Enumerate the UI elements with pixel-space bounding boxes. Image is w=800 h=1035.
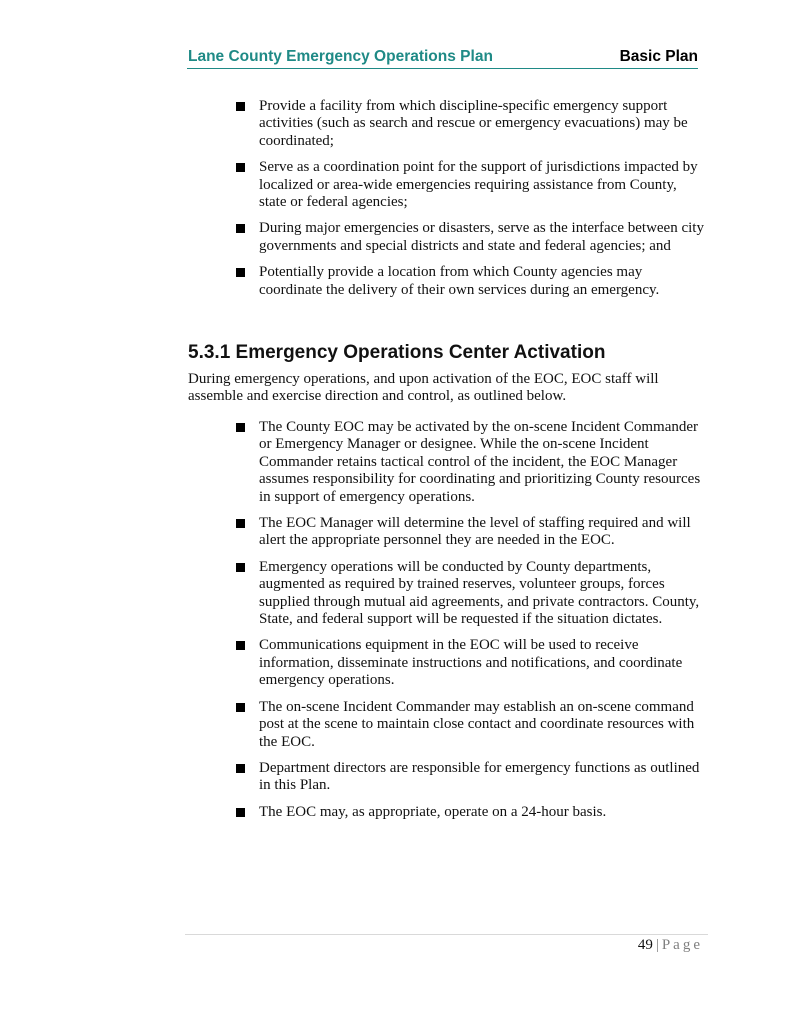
square-bullet-icon bbox=[236, 163, 245, 172]
activation-steps-list bbox=[235, 419, 705, 830]
list-item: The on-scene Incident Commander may establish an on-scene command post at the scene to maintain close contact and coordinate resources with the EOC. bbox=[235, 699, 705, 751]
square-bullet-icon bbox=[236, 764, 245, 773]
square-bullet-icon bbox=[236, 808, 245, 817]
list-item: Emergency operations will be conducted by County departments, augmented as required by trained reserves, volunteer groups, forces supplied through mutual aid agreements, and private contractors. County, State, and federal support will be requested if the situation dictates. bbox=[235, 559, 705, 629]
square-bullet-icon bbox=[236, 519, 245, 528]
page-number: 49 bbox=[637, 937, 653, 953]
list-item: The EOC may, as appropriate, operate on a 24-hour basis. bbox=[235, 804, 705, 821]
section-label: Basic Plan bbox=[619, 48, 698, 65]
list-item: Department directors are responsible for emergency functions as outlined in this Plan. bbox=[235, 760, 705, 795]
square-bullet-icon bbox=[236, 224, 245, 233]
page-footer bbox=[638, 937, 703, 954]
section-heading: 5.3.1 Emergency Operations Center Activation bbox=[188, 342, 606, 363]
square-bullet-icon bbox=[236, 563, 245, 572]
list-item: Potentially provide a location from which County agencies may coordinate the delivery of their own services during an emergency. bbox=[235, 264, 705, 299]
square-bullet-icon bbox=[236, 641, 245, 650]
page-header bbox=[187, 47, 698, 69]
square-bullet-icon bbox=[236, 423, 245, 432]
list-item: Communications equipment in the EOC will be used to receive information, disseminate instructions and notifications, and coordinate emergency operations. bbox=[235, 637, 705, 689]
square-bullet-icon bbox=[236, 268, 245, 277]
list-item: The County EOC may be activated by the on-scene Incident Commander or Emergency Manager or designee. While the on-scene Incident Commander retains tactical control of the incident, the EOC Manager assumes responsibility for coordinating and prioritizing County resources in support of emergency operations. bbox=[235, 419, 705, 506]
square-bullet-icon bbox=[236, 102, 245, 111]
eoc-functions-list bbox=[235, 98, 705, 308]
footer-divider bbox=[185, 934, 708, 935]
list-item: Serve as a coordination point for the support of jurisdictions impacted by localized or area-wide emergencies requiring assistance from County, state or federal agencies; bbox=[235, 159, 705, 211]
list-item: Provide a facility from which discipline-specific emergency support activities (such as search and rescue or emergency evacuations) may be coordinated; bbox=[235, 98, 705, 150]
page-label: Page bbox=[661, 937, 703, 953]
footer-separator: | bbox=[655, 937, 659, 953]
document-title: Lane County Emergency Operations Plan bbox=[188, 48, 493, 65]
square-bullet-icon bbox=[236, 703, 245, 712]
list-item: During major emergencies or disasters, serve as the interface between city governments and special districts and state and federal agencies; and bbox=[235, 220, 705, 255]
list-item: The EOC Manager will determine the level of staffing required and will alert the appropriate personnel they are needed in the EOC. bbox=[235, 515, 705, 550]
section-intro-paragraph: During emergency operations, and upon activation of the EOC, EOC staff will assemble and exercise direction and control, as outlined below. bbox=[188, 371, 659, 405]
